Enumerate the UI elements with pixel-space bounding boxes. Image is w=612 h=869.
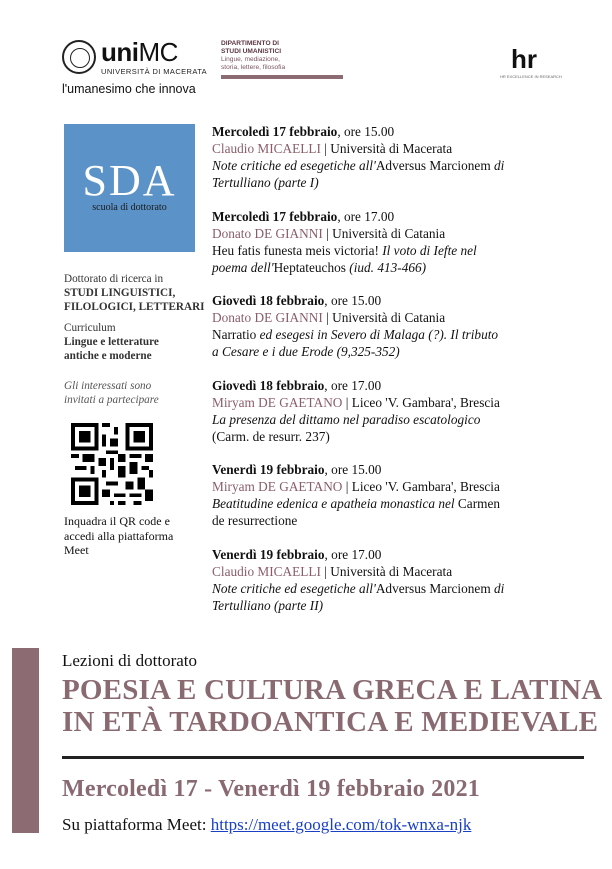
department-bar <box>221 75 343 79</box>
meet-link[interactable]: https://meet.google.com/tok-wnxa-njk <box>210 815 472 834</box>
qr-code-icon[interactable] <box>71 423 153 505</box>
accent-bar <box>12 648 39 833</box>
sda-subtitle: scuola di dottorato <box>92 202 167 213</box>
speaker-name: Claudio MICAELLI <box>212 564 321 579</box>
schedule-item: Giovedì 18 febbraio, ore 17.00 Miryam DE GAETANO | Liceo 'V. Gambara', Brescia La presenza del dittamo nel paradiso escatologico (Carm. de resurr. 237) <box>212 378 500 444</box>
schedule-item: Mercoledì 17 febbraio, ore 17.00 Donato DE GIANNI | Università di Catania Heu fatis funesta meis victoria! Il voto di Iefte nel poema dell'Heptateuchos (iud. 413-466) <box>212 209 477 275</box>
qr-instructions: Inquadra il QR code e accedi alla piattaforma Meet <box>64 514 174 557</box>
schedule-item: Giovedì 18 febbraio, ore 15.00 Donato DE GIANNI | Università di Catania Narratio ed esegesi in Severo di Malaga (?). Il tributo a Cesare e i due Erode (9,325-352) <box>212 293 499 359</box>
divider <box>62 756 584 759</box>
speaker-name: Miryam DE GAETANO <box>212 479 343 494</box>
sda-logo <box>64 124 195 252</box>
event-dates: Mercoledì 17 - Venerdì 19 febbraio 2021 <box>62 776 480 802</box>
university-seal-icon <box>62 40 96 74</box>
curriculum: Curriculum Lingue e letterature antiche e moderne <box>64 322 159 362</box>
speaker-name: Donato DE GIANNI <box>212 226 323 241</box>
invite-text: Gli interessati sono invitati a partecipare <box>64 380 159 406</box>
speaker-name: Miryam DE GAETANO <box>212 395 343 410</box>
phd-program: Dottorato di ricerca in STUDI LINGUISTICI, FILOLOGICI, LETTERARI <box>64 273 205 313</box>
schedule-item: Venerdì 19 febbraio, ore 15.00 Miryam DE GAETANO | Liceo 'V. Gambara', Brescia Beatitudine edenica e apatheia monastica nel Carmen de resurrectione <box>212 462 501 528</box>
meet-line: Su piattaforma Meet: https://meet.google.com/tok-wnxa-njk <box>62 815 472 834</box>
page-title: POESIA E CULTURA GRECA E LATINA IN ETÀ TARDOANTICA E MEDIEVALE <box>62 674 603 738</box>
sda-title: SDA <box>82 156 177 205</box>
schedule-item: Mercoledì 17 febbraio, ore 15.00 Claudio MICAELLI | Università di Macerata Note critiche ed esegetiche all'Adversus Marcionem di Tertulliano (parte I) <box>212 124 505 190</box>
department-logo: DIPARTIMENTO DI STUDI UMANISTICI Lingue, mediazione, storia, lettere, filosofia <box>221 40 286 71</box>
speaker-name: Claudio MICAELLI <box>212 141 321 156</box>
schedule-item: Venerdì 19 febbraio, ore 17.00 Claudio MICAELLI | Università di Macerata Note critiche ed esegetiche all'Adversus Marcionem di Tertulliano (parte II) <box>212 547 505 613</box>
university-name: UNIVERSITÀ DI MACERATA <box>101 67 208 76</box>
unimc-logo: uniMC <box>101 37 178 67</box>
hr-caption: HR EXCELLENCE IN RESEARCH <box>500 74 562 79</box>
tagline: l'umanesimo che innova <box>62 82 196 96</box>
kicker: Lezioni di dottorato <box>62 651 198 670</box>
svg-text:hr: hr <box>511 44 537 74</box>
speaker-name: Donato DE GIANNI <box>212 310 323 325</box>
